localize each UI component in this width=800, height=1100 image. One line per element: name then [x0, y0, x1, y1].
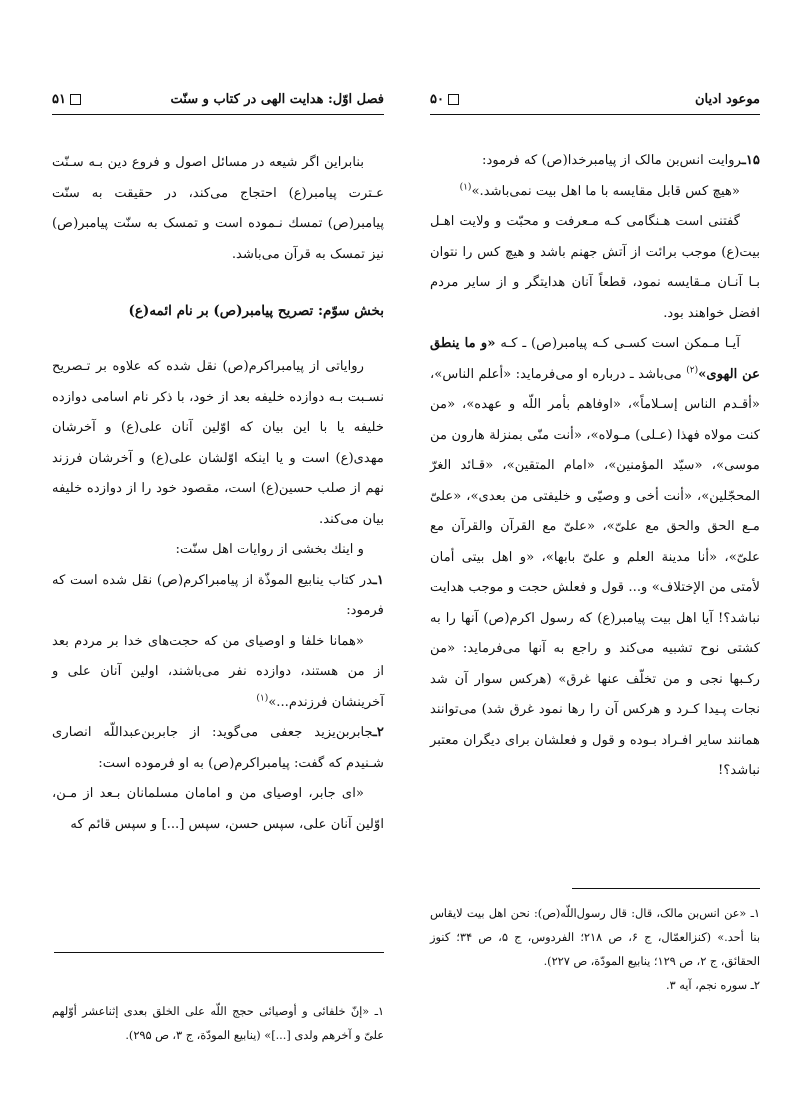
section-heading: بخش سوّم: تصريح پيامبر(ص) بر نام ائمه(ع): [128, 303, 384, 319]
text-run: آيـا مـمكن است كسـى كـه پيامبر(ص) ـ كـه: [495, 336, 740, 351]
page-header: [430, 88, 760, 115]
footnote-separator: [572, 888, 760, 889]
page-number: ۵۰: [430, 92, 444, 107]
sunni-intro: و اينك بخشى از روايات اهل سنّت:: [175, 542, 364, 557]
item-text: روايت انس‌بن مالک از پيامبرخدا(ص) كه فرمود:: [482, 153, 742, 168]
paragraph-2: گفتنى است هـنگامى كـه مـعرفت و محبّت و ولايت اهـل بيت(ع) موجب برائت از آتش جهنم باشد و هيچ كس را نتوان بـا آنـان مـقايسه نمود، قطعاً آنان هدايتگر و از ساير مردم افضل خواهند بود.: [430, 214, 760, 321]
page-number-block: [52, 92, 81, 107]
item-number: ۲ـ: [373, 725, 384, 740]
footnote-ref: (۱): [459, 182, 472, 193]
footnote-1: ۱ـ «عن انس‌بن مالک، قال: قال رسول‌اللّه(ص): نحن اهل بيت لايقاس بنا أحد.» (كنزالعمّال، ج ۶، ص ۲۱۸؛ الفردوس، ج ۵، ص ۳۴؛ كنوز الحقائق، ج ۲، ص ۱۲۹؛ ينابيع المودّة، ص ۲۲۷).: [430, 907, 760, 968]
page-51: [52, 0, 384, 1100]
footnotes: [430, 902, 760, 998]
quran-verse: «و ما ينطق عن الهوى»: [430, 336, 760, 382]
text-run: مى‌باشد ـ درباره او مى‌فرمايد: «أعلم الناس»، «أقـدم الناس إسـلاماً»، «اوفاهم بأمر اللّه و عهده»، «من كنت مولاه فهذا (عـلى) مـولاه»، «أنت منّى بمنزلة هارون من موسى»، «سيّد المؤمنين»، «امام المتقين»، «قـائد الغرّ المحجّلين»، «أنت أخى و وصيّى و خليفتى من بعدى»، «علىّ مـع الحق والحق مع علىّ»، «علىّ مع القرآن والقرآن مع علىّ»، «أنا مدينة العلم و علىّ بابها»، «و اهل بيتى أمان لأمتى من الإختلاف» و... قول و فعلش حجت و موجب هدايت نباشد؟! آيا اهل بيت پيامبر(ع) كه رسول اكرم(ص) آنها را به كشتى نوح تشبيه مى‌كند و راجع به آنها مى‌فرمايد: «من ركـبها نجى و من تخلّف عنها غرق» (هركس سوار آن شد نجات پـيدا كـرد و هركس آن را رها نمود غرق شد) مى‌توانند همانند ساير افـراد بـوده و قول و فعلشان براى ديگران معتبر نباشد؟!: [430, 366, 760, 778]
hadith-item-1: [52, 566, 384, 627]
running-title: موعود اديان: [695, 92, 760, 107]
page-number-block: [430, 92, 459, 107]
square-icon: [448, 94, 459, 105]
hadith-15: [430, 146, 760, 177]
section-paragraph: رواياتى از پيامبراكرم(ص) نقل شده كه علاوه بر تـصريح نسـبت بـه دوازده خليفه بعد از خود، با ذكر نام اسامى دوازده خليفه يا با اين بيان كه اوّلين آنان على(ع) و آخرشان مهدى(ع) است و يا اينكه اوّلشان على(ع) و آخرشان فرزند نهم از صلب حسين(ع) است، مقصود خود را از دوازده خليفه بيان مى‌كند.: [52, 359, 384, 527]
section-block: [52, 296, 384, 327]
square-icon: [70, 94, 81, 105]
item-text: جابربن‌يزيد جعفى مى‌گويد: از جابربن‌عبداللّه انصارى شـنيدم كه گفت: پيامبراكرم(ص) به او فرموده است:: [52, 725, 384, 771]
hadith-15-quote: [430, 177, 760, 208]
footnote-2: ۲ـ سوره نجم، آيه ۳.: [665, 979, 760, 992]
hadith-item-2: [52, 718, 384, 779]
footnote-ref: (۲): [686, 365, 699, 376]
footnotes: [52, 1000, 384, 1048]
intro-paragraph: بنابراين اگر شيعه در مسائل اصول و فروع دين بـه سـنّت عـترت پيامبر(ع) احتجاج مى‌كند، در حقيقت به سنّت پيامبر(ص) تمسك نـموده است و تمسک به سنّت پيامبر(ص) نيز تمسک به قرآن مى‌باشد.: [52, 155, 384, 262]
page-50: [430, 0, 760, 1100]
running-title: فصل اوّل: هدايت الهى در كتاب و سنّت: [170, 92, 384, 107]
footnote-ref: (۱): [256, 693, 269, 704]
footnote-separator: [54, 952, 384, 953]
quote-text: «همانا خلفا و اوصياى من كه حجت‌هاى خدا بر مردم بعد از من هستند، دوازده نفر مى‌باشند، اولين آنان على و آخرينشان فرزندم...»: [52, 633, 384, 710]
quote-text: «هيچ كس قابل مقايسه با ما اهل بيت نمى‌باشد.»: [471, 183, 740, 199]
hadith-quote-1: [52, 627, 384, 719]
item-text: در كتاب ينابيع الموذّة از پيامبراكرم(ص) نقل شده است كه فرمود:: [52, 572, 384, 618]
item-number: ۱۵ـ: [741, 153, 760, 168]
page-header: [52, 88, 384, 115]
footnote-1: ۱ـ «إنّ خلفائى و أوصيائى حجج اللّه على الخلق بعدى إثناعشر أوّلهم علىّ و آخرهم ولدى [...]» (ينابيع المودّة، ج ۳، ص ۲۹۵).: [52, 1005, 384, 1042]
page-body: [52, 148, 384, 270]
paragraph-3: [430, 329, 760, 787]
hadith-quote-2: «اى جابر، اوصياى من و امامان مسلمانان بـعد از مـن، اوّلين آنان على، سپس حسن، سپس [...] و سپس قائم كه: [52, 786, 384, 832]
item-number: ۱ـ: [373, 572, 384, 588]
page-body: [430, 146, 760, 787]
section-body: [52, 352, 384, 840]
page-number: ۵۱: [52, 92, 66, 107]
